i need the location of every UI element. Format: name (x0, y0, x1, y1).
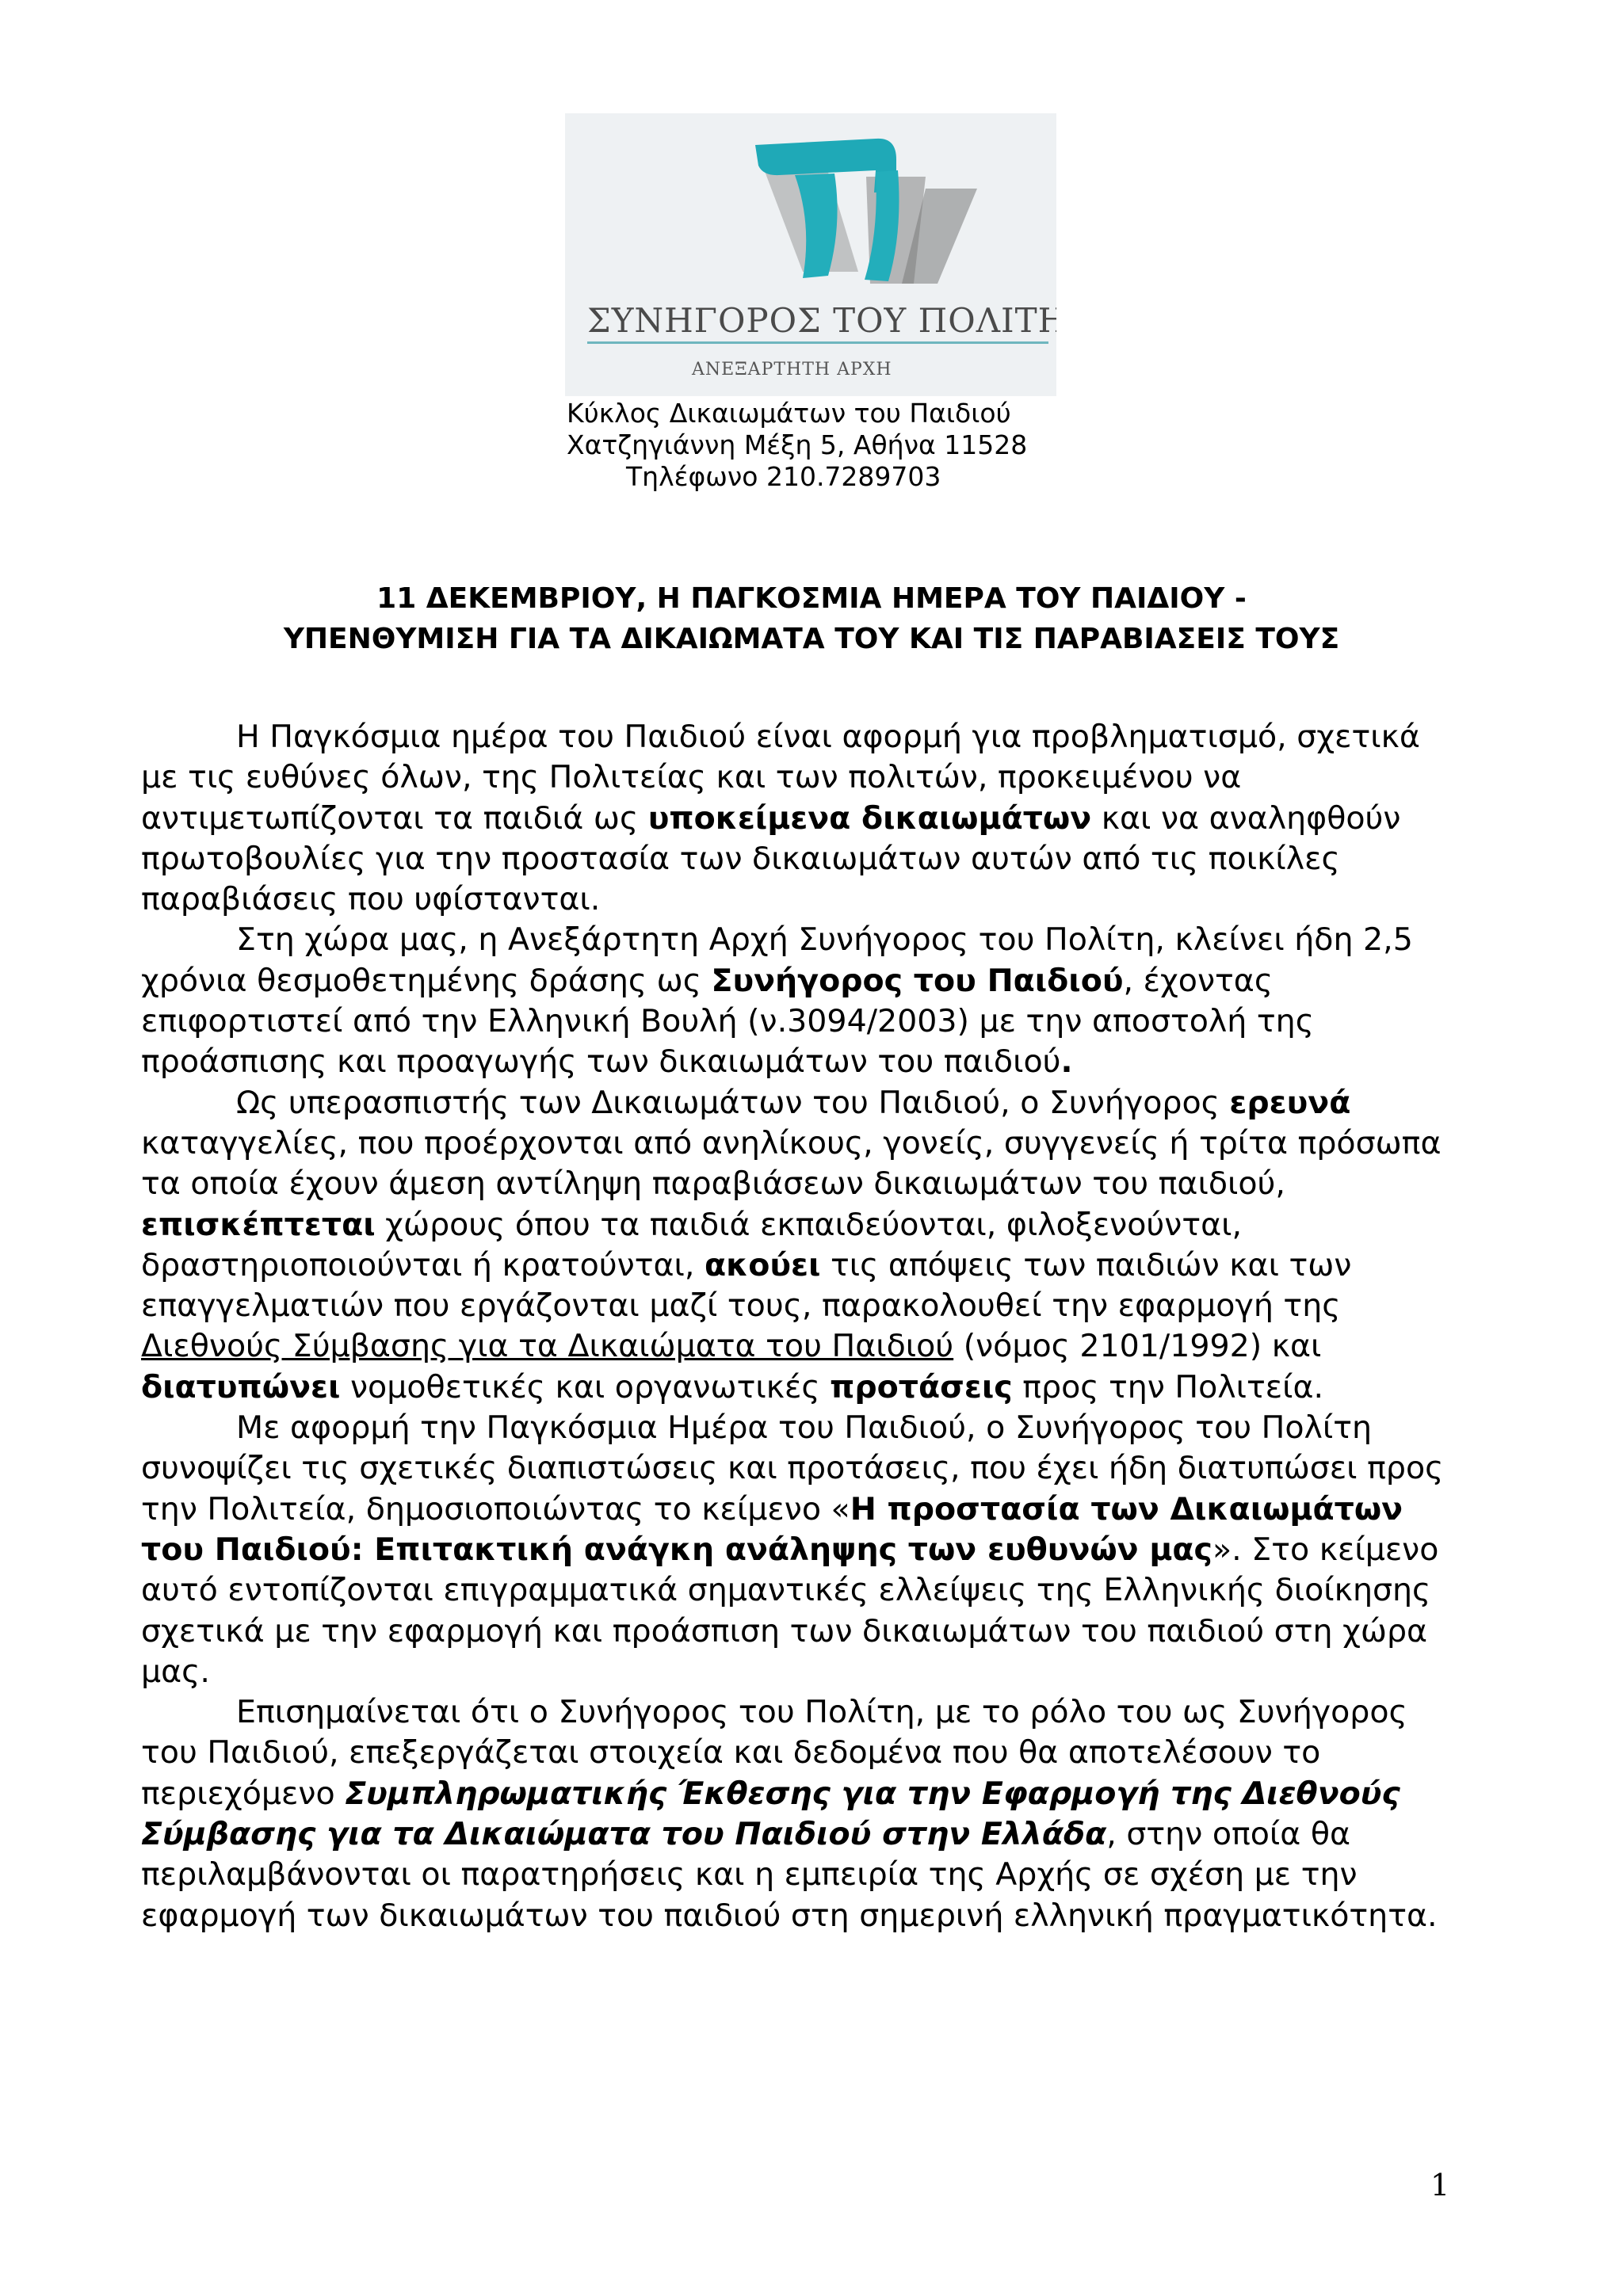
paragraph-5: Επισημαίνεται ότι ο Συνήγορος του Πολίτη, με το ρόλο του ως Συνήγορος του Παιδιού, επεξεργάζεται στοιχεία και δεδομένα που θα αποτελέσουν το περιεχόμενο Συμπληρωματικής Έκθεσης για την Εφαρμογή της Διεθνούς Σύμβασης για τα Δικαιώματα του Παιδιού στην Ελλάδα, στην οποία θα περιλαμβάνονται οι παρατηρήσεις και η εμπειρία της Αρχής σε σχέση με την εφαρμογή των δικαιωμάτων του παιδιού στη σημερινή ελληνική πραγματικότητα. (141, 1694, 1438, 1934)
paragraph-1: Η Παγκόσμια ημέρα του Παιδιού είναι αφορμή για προβληματισμό, σχετικά με τις ευθύνες όλων, της Πολιτείας και των πολιτών, προκειμένου να αντιμετωπίζονται τα παιδιά ως υποκείμενα δικαιωμάτων και να αναληφθούν πρωτοβουλίες για την προστασία των δικαιωμάτων αυτών από τις ποικίλες παραβιάσεις που υφίστανται. (141, 719, 1420, 918)
address-block (567, 398, 1027, 493)
paragraph-4: Με αφορμή την Παγκόσμια Ημέρα του Παιδιού, ο Συνήγορος του Πολίτη συνοψίζει τις σχετικές διαπιστώσεις και προτάσεις, που έχει ήδη διατυπώσει προς την Πολιτεία, δημοσιοποιώντας το κείμενο «Η προστασία των Δικαιωμάτων του Παιδιού: Επιτακτική ανάγκη ανάληψης των ευθυνών μας». Στο κείμενο αυτό εντοπίζονται επιγραμματικά σημαντικές ελλείψεις της Ελληνικής διοίκησης σχετικά με την εφαρμογή και προάσπιση των δικαιωμάτων του παιδιού στη χώρα μας. (141, 1409, 1444, 1690)
address-department: Κύκλος Δικαιωμάτων του Παιδιού (567, 398, 1011, 429)
logo-subtitle-text: ΑΝΕΞΑΡΤΗΤΗ ΑΡΧΗ (692, 360, 892, 379)
page-number: 1 (1430, 2168, 1450, 2203)
convention-reference: Διεθνούς Σύμβασης για τα Δικαιώματα του Παιδιού (141, 1328, 954, 1365)
document-title (79, 578, 1544, 659)
address-phone: Τηλέφωνο 210.7289703 (626, 461, 941, 492)
ombudsman-logo (565, 113, 1056, 396)
paragraph-3: Ως υπερασπιστής των Δικαιωμάτων του Παιδιού, ο Συνήγορος ερευνά καταγγελίες, που προέρχονται από ανηλίκους, γονείς, συγγενείς ή τρίτα πρόσωπα τα οποία έχουν άμεση αντίληψη παραβιάσεων δικαιωμάτων του παιδιού, επισκέπτεται χώρους όπου τα παιδιά εκπαιδεύονται, φιλοξενούνται, δραστηριοποιούνται ή κρατούνται, ακούει τις απόψεις των παιδιών και των επαγγελματιών που εργάζονται μαζί τους, παρακολουθεί την εφαρμογή της Διεθνούς Σύμβασης για τα Δικαιώματα του Παιδιού (νόμος 2101/1992) και διατυπώνει νομοθετικές και οργανωτικές προτάσεις προς την Πολιτεία. (141, 1084, 1442, 1405)
document-body (141, 717, 1457, 1936)
paragraph-2: Στη χώρα μας, η Ανεξάρτητη Αρχή Συνήγορος του Πολίτη, κλείνει ήδη 2,5 χρόνια θεσμοθετημένης δράσης ως Συνήγορος του Παιδιού, έχοντας επιφορτιστεί από την Ελληνική Βουλή (ν.3094/2003) με την αποστολή της προάσπισης και προαγωγής των δικαιωμάτων του παιδιού. (141, 921, 1413, 1081)
address-street: Χατζηγιάννη Μέξη 5, Αθήνα 11528 (567, 429, 1028, 460)
ombudsman-logo-graphic (565, 113, 1056, 396)
title-line-2: ΥΠΕΝΘΥΜΙΣΗ ΓΙΑ ΤΑ ΔΙΚΑΙΩΜΑΤΑ ΤΟΥ ΚΑΙ ΤΙΣ ΠΑΡΑΒΙΑΣΕΙΣ ΤΟΥΣ (283, 623, 1340, 655)
title-line-1: 11 ΔΕΚΕΜΒΡΙΟΥ, Η ΠΑΓΚΟΣΜΙΑ ΗΜΕΡΑ ΤΟΥ ΠΑΙΔΙΟΥ - (376, 582, 1247, 615)
logo-name-text: ΣΥΝΗΓΟΡΟΣ ΤΟΥ ΠΟΛΙΤΗ (587, 301, 1056, 340)
